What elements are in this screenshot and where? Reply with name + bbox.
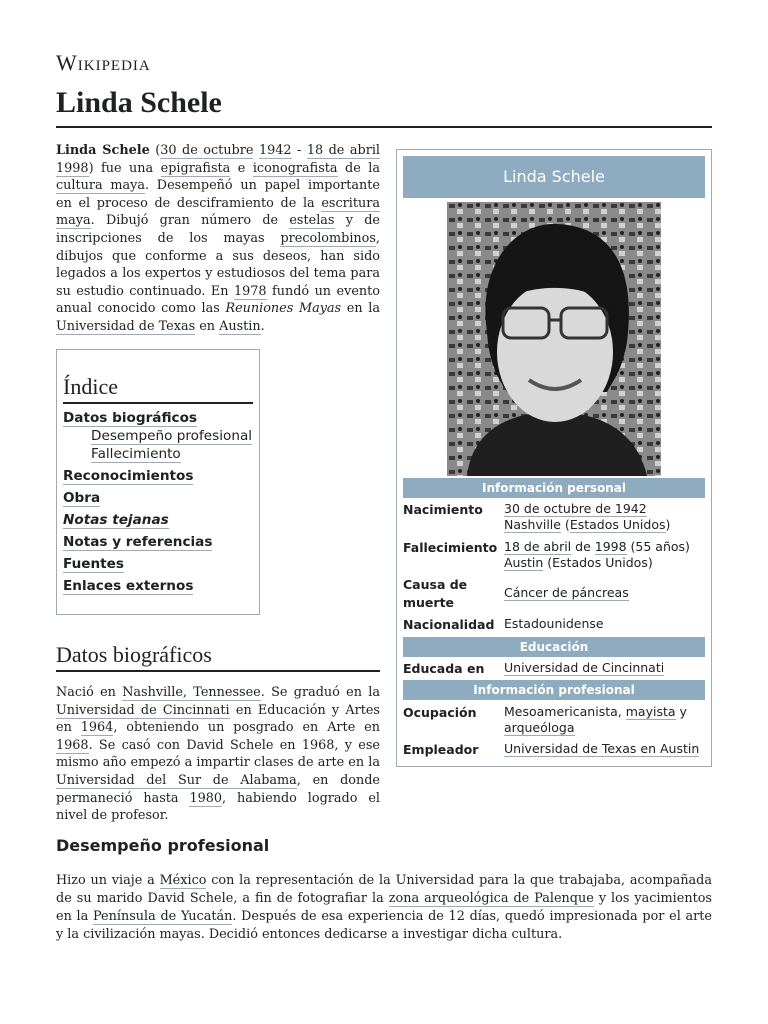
- link-death-date[interactable]: 18 de abril: [306, 143, 381, 158]
- text: Hizo un viaje a: [56, 873, 160, 888]
- text: . Después de esa experiencia de 12 días, quedó impresionada por el arte y la civilización mayas. Decidió entonces dedicarse a investigar dicha cultura.: [56, 909, 712, 942]
- link-cultura-maya[interactable]: cultura maya: [56, 178, 145, 194]
- section-heading-datos: Datos biográficos: [56, 642, 380, 672]
- link-nashville[interactable]: Nashville, Tennessee: [122, 685, 261, 700]
- toc-item[interactable]: [63, 578, 253, 594]
- link-nashville-infobox[interactable]: Nashville: [504, 517, 561, 532]
- infobox: [396, 149, 712, 767]
- link-escritura-maya[interactable]: escritura maya: [56, 195, 380, 229]
- text: , obteniendo un posgrado en Arte en: [113, 720, 380, 736]
- link-universidad-texas[interactable]: Universidad de Texas: [56, 318, 196, 334]
- link-epigrafista[interactable]: epigrafista: [160, 160, 231, 176]
- toc-item-label[interactable]: Datos biográficos: [63, 410, 198, 426]
- link-1980[interactable]: 1980: [189, 790, 223, 806]
- toc-item-label[interactable]: Obra: [63, 490, 101, 506]
- link-fall-year[interactable]: 1998: [594, 539, 627, 554]
- infobox-title: Linda Schele: [403, 156, 705, 198]
- text: con la representación de la Universidad para la que trabajaba, acompañada de su marido David Schele, a fin de fotografiar la: [56, 873, 713, 906]
- infobox-section-profesional: Información profesional: [403, 680, 705, 700]
- portrait-image: [447, 202, 661, 476]
- row-value: [504, 741, 704, 757]
- toc-subitem[interactable]: [63, 446, 253, 462]
- lead-paragraph: [56, 142, 380, 336]
- link-palenque[interactable]: zona arqueológica de Palenque: [388, 891, 594, 906]
- link-ucinci-infobox[interactable]: Universidad de Cincinnati: [504, 660, 665, 675]
- toc-item-label[interactable]: Fallecimiento: [91, 446, 181, 462]
- row-label: Nacionalidad: [403, 617, 495, 632]
- link-nac-date[interactable]: 30 de octubre de 1942: [504, 501, 647, 516]
- toc-item[interactable]: [63, 512, 253, 528]
- row-value: 30 de octubre de 1942 Nashville (Estados Unidos): [504, 501, 671, 532]
- text: . Desempeñó un papel importante en el proceso de desciframiento de la: [56, 178, 380, 211]
- toc-item-label[interactable]: Notas tejanas: [63, 512, 169, 528]
- row-label: Fallecimiento: [403, 540, 498, 555]
- text: (55 años): [626, 539, 690, 554]
- text: y de inscripciones de los mayas: [56, 213, 380, 246]
- wikipedia-wordmark[interactable]: Wikipedia: [56, 50, 151, 75]
- text: e: [230, 160, 253, 176]
- section-paragraph-desempeno: [56, 872, 712, 944]
- toc-item[interactable]: [63, 490, 253, 506]
- link-1978[interactable]: 1978: [233, 283, 267, 299]
- link-estelas[interactable]: estelas: [289, 213, 335, 229]
- toc-item-label[interactable]: Fuentes: [63, 556, 124, 572]
- table-of-contents: [56, 349, 260, 615]
- link-austin[interactable]: Austin: [219, 318, 261, 334]
- row-label: Empleador: [403, 742, 479, 757]
- text: .: [260, 318, 265, 334]
- link-1964[interactable]: 1964: [80, 720, 114, 736]
- link-universidad-cincinnati[interactable]: Universidad de Cincinnati: [56, 702, 230, 718]
- row-value: 18 de abril de 1998 (55 años) Austin (Estados Unidos): [504, 539, 690, 570]
- text: en Educación y Artes en: [56, 702, 380, 736]
- text: (: [149, 143, 161, 158]
- toc-item[interactable]: [63, 534, 253, 550]
- row-value: Estadounidense: [504, 616, 604, 631]
- toc-item[interactable]: [63, 556, 253, 572]
- reuniones-mayas: Reuniones Mayas: [225, 301, 342, 317]
- text: en: [195, 318, 220, 334]
- text: . Se casó con David Schele en 1968, y ese mismo año empezó a impartir clases de arte en la: [56, 737, 380, 771]
- text: , habiendo logrado el nivel de profesor.: [56, 790, 380, 824]
- toc-list: [63, 410, 253, 594]
- link-iconografista[interactable]: iconografista: [252, 160, 338, 176]
- toc-title: Índice: [63, 374, 253, 404]
- text: , en donde permaneció hasta: [56, 772, 380, 806]
- toc-item[interactable]: [63, 468, 253, 484]
- toc-item[interactable]: [63, 410, 253, 426]
- text: , dibujos que conforme a sus deseos, han sido legados a los expertos y estudiosos del tema para su estudio continuado. En: [56, 230, 380, 299]
- link-austin-infobox[interactable]: Austin: [504, 555, 544, 570]
- row-label: Nacimiento: [403, 502, 483, 517]
- link-yucatan[interactable]: Península de Yucatán: [93, 909, 233, 924]
- link-ut-austin[interactable]: Universidad de Texas en Austin: [504, 741, 700, 756]
- toc-item-label[interactable]: Notas y referencias: [63, 534, 213, 550]
- text: . Dibujó gran número de: [90, 213, 290, 229]
- link-arqueologa[interactable]: arqueóloga: [504, 720, 575, 735]
- toc-subitem[interactable]: [63, 428, 253, 444]
- link-cancer[interactable]: Cáncer de páncreas: [504, 585, 629, 600]
- text: . Se graduó en la: [260, 685, 380, 700]
- toc-item-label[interactable]: Enlaces externos: [63, 578, 194, 594]
- row-value: [504, 660, 704, 676]
- text: de: [571, 539, 595, 554]
- text: en la: [341, 301, 380, 317]
- link-mexico[interactable]: México: [159, 873, 207, 888]
- toc-item-label[interactable]: Reconocimientos: [63, 468, 194, 484]
- infobox-section-personal: Información personal: [403, 478, 705, 498]
- portrait-photo[interactable]: [447, 202, 661, 476]
- row-value: Mesoamericanista, mayista y arqueóloga: [504, 704, 687, 735]
- section-paragraph-datos: [56, 684, 380, 825]
- text: Mesoamericanista: [504, 704, 618, 719]
- row-label: Educada en: [403, 661, 485, 676]
- text: Estados Unidos: [552, 555, 648, 570]
- page-title: Linda Schele: [56, 86, 712, 128]
- link-fall-date[interactable]: 18 de abril: [504, 539, 572, 554]
- link-birth-date[interactable]: 30 de octubre: [160, 143, 254, 158]
- infobox-section-educacion: Educación: [403, 637, 705, 657]
- link-precolombinos[interactable]: precolombinos: [280, 230, 376, 246]
- link-universidad-sur-alabama[interactable]: Universidad del Sur de Alabama: [56, 772, 297, 788]
- row-value: [504, 585, 704, 601]
- text: fundó un evento anual conocido como las: [56, 283, 380, 317]
- link-mayista[interactable]: mayista: [625, 704, 676, 719]
- toc-item-label[interactable]: Desempeño profesional: [91, 428, 253, 444]
- link-birth-year[interactable]: 1942: [258, 143, 292, 158]
- text: Nació en: [56, 685, 123, 700]
- link-1968[interactable]: 1968: [56, 737, 89, 753]
- section-heading-desempeno: Desempeño profesional: [56, 836, 270, 855]
- text: -: [291, 143, 307, 158]
- text: y los yacimientos en la: [56, 891, 712, 924]
- subject-name: Linda Schele: [56, 143, 150, 158]
- row-label: Causa de muerte: [403, 577, 468, 610]
- link-death-year[interactable]: 1998: [56, 160, 89, 176]
- row-label: Ocupación: [403, 705, 477, 720]
- text: ) fue una: [88, 160, 161, 176]
- link-usa[interactable]: Estados Unidos: [569, 517, 666, 532]
- text: de la: [337, 160, 380, 176]
